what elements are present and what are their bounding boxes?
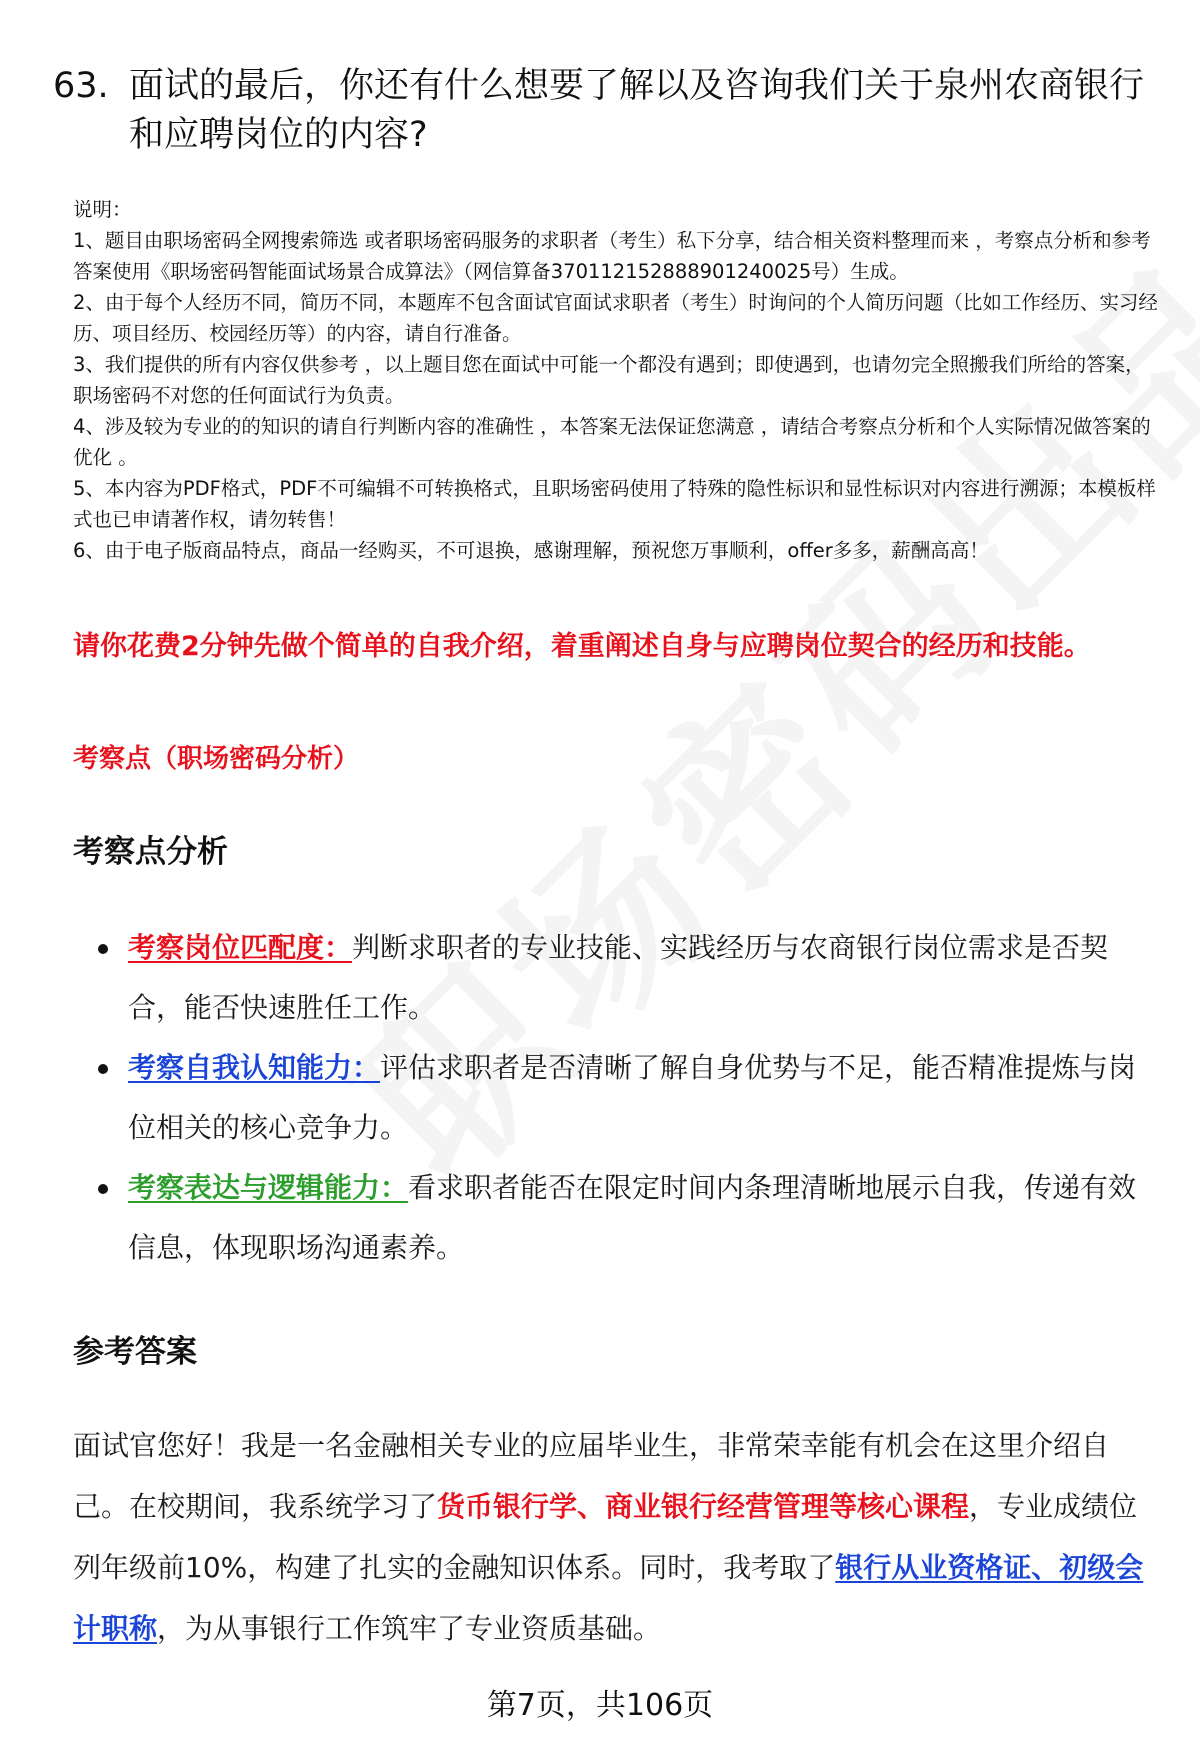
analysis-list (98, 918, 1148, 1278)
analysis-keyword: 考察自我认知能力： (128, 1051, 381, 1084)
question-text: 面试的最后，你还有什么想要了解以及咨询我们关于泉州农商银行和应聘岗位的内容? (129, 66, 1145, 155)
answer-highlight: 银行从业资格证、初级会计职称 (73, 1551, 1144, 1645)
note-item: 2、由于每个人经历不同，简历不同，本题库不包含面试官面试求职者（考生）时询问的个人简历问题（比如工作经历、实习经历、项目经历、校园经历等）的内容，请自行准备。 (73, 291, 1158, 345)
note-item: 1、题目由职场密码全网搜索筛选 或者职场密码服务的求职者（考生）私下分享，结合相关资料整理而来 ，考察点分析和参考答案使用《职场密码智能面试场景合成算法》（网信算备370112152888901240025号）生成。 (73, 229, 1151, 283)
analysis-text: 判断求职者的专业技能、实践经历与农商银行岗位需求是否契合，能否快速胜任工作。 (128, 931, 1109, 1024)
bullet-icon (98, 944, 108, 954)
analysis-item (98, 918, 1148, 1038)
analysis-item (98, 1038, 1148, 1158)
analysis-keyword: 考察表达与逻辑能力： (128, 1171, 409, 1204)
analysis-keyword: 考察岗位匹配度： (128, 931, 353, 964)
bullet-icon (98, 1184, 108, 1194)
page-footer: 第7页，共106页 (486, 1688, 714, 1723)
answer-body (73, 1415, 1153, 1659)
note-item: 3、我们提供的所有内容仅供参考 ，以上题目您在面试中可能一个都没有遇到；即使遇到，也请勿完全照搬我们所给的答案，职场密码不对您的任何面试行为负责。 (73, 353, 1145, 407)
note-item: 6、由于电子版商品特点，商品一经购买，不可退换，感谢理解，预祝您万事顺利，offer多多，薪酬高高！ (73, 539, 989, 562)
interview-prompt: 请你花费2分钟先做个简单的自我介绍，着重阐述自身与应聘岗位契合的经历和技能。 (73, 631, 1091, 662)
question-number: 63. (53, 66, 109, 106)
analysis-heading: 考察点分析 (73, 834, 228, 870)
notes-block (73, 194, 1163, 566)
note-item: 4、涉及较为专业的的知识的请自行判断内容的准确性 ，本答案无法保证您满意 ，请结合考察点分析和个人实际情况做答案的优化 。 (73, 415, 1151, 469)
answer-highlight: 货币银行学、商业银行经营管理等核心课程 (437, 1490, 970, 1523)
answer-text: ，为从事银行工作筑牢了专业资质基础。 (157, 1612, 662, 1645)
focus-label: 考察点（职场密码分析） (73, 744, 360, 774)
analysis-text: 评估求职者是否清晰了解自身优势与不足，能否精准提炼与岗位相关的核心竞争力。 (128, 1051, 1137, 1144)
notes-heading: 说明： (73, 198, 132, 221)
question-title (53, 62, 1153, 160)
answer-heading: 参考答案 (73, 1334, 197, 1370)
analysis-item (98, 1158, 1148, 1278)
analysis-text: 看求职者能否在限定时间内条理清晰地展示自我，传递有效信息，体现职场沟通素养。 (128, 1171, 1137, 1264)
answer-text: 面试官您好！我是一名金融相关专业的应届毕业生，非常荣幸能有机会在这里介绍自己。在校期间，我系统学习了 (73, 1429, 1110, 1523)
note-item: 5、本内容为PDF格式，PDF不可编辑不可转换格式，且职场密码使用了特殊的隐性标识和显性标识对内容进行溯源；本模板样式也已申请著作权，请勿转售！ (73, 477, 1156, 531)
answer-text: ，专业成绩位列年级前10%，构建了扎实的金融知识体系。同时，我考取了 (73, 1490, 1138, 1584)
bullet-icon (98, 1064, 108, 1074)
